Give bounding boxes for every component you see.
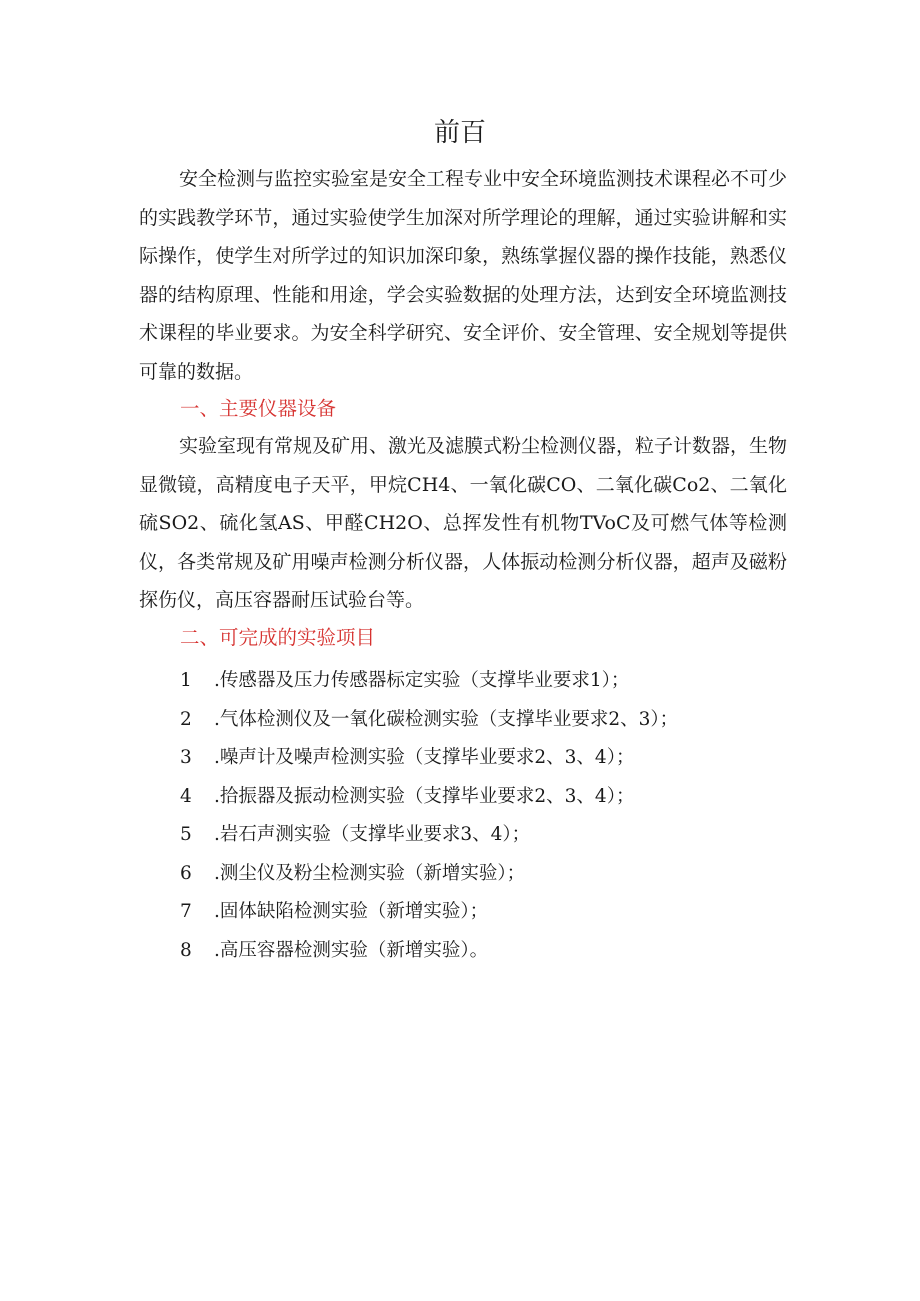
- list-item: [180, 662, 678, 701]
- item-number: 4: [180, 785, 192, 807]
- item-text: .高压容器检测实验（新增实验）。: [214, 939, 489, 961]
- item-text: .气体检测仪及一氧化碳检测实验（支撑毕业要求2、3）；: [214, 708, 679, 730]
- item-text: .岩石声测实验（支撑毕业要求3、4）；: [214, 824, 531, 845]
- section-heading-equipment: 一、主要仪器设备: [180, 397, 337, 420]
- item-text: .固体缺陷检测实验（新增实验）；: [214, 901, 489, 922]
- item-number: 8: [180, 939, 192, 961]
- list-item: [180, 855, 678, 894]
- list-item: [180, 893, 678, 932]
- list-item: [180, 778, 678, 817]
- item-text: .传感器及压力传感器标定实验（支撑毕业要求1）；: [214, 670, 630, 691]
- item-number: 5: [180, 824, 192, 845]
- item-number: 7: [180, 901, 192, 922]
- item-text: .噪声计及噪声检测实验（支撑毕业要求2、3、4）；: [214, 747, 635, 768]
- item-number: 3: [180, 747, 192, 768]
- item-text: .拾振器及振动检测实验（支撑毕业要求2、3、4）；: [214, 785, 635, 807]
- list-item: [180, 932, 678, 971]
- page-title: 前百: [433, 118, 486, 148]
- section-heading-experiments: 二、可完成的实验项目: [180, 626, 376, 649]
- list-item: [180, 816, 678, 855]
- intro-paragraph: 安全检测与监控实验室是安全工程专业中安全环境监测技术课程必不可少的实践教学环节，通过实验使学生加深对所学理论的理解，通过实验讲解和实际操作，使学生对所学过的知识加深印象，熟练掌握仪器的操作技能，熟悉仪器的结构原理、性能和用途，学会实验数据的处理方法，达到安全环境监测技术课程的毕业要求。为安全科学研究、安全评价、安全管理、安全规划等提供可靠的数据。: [139, 168, 788, 383]
- item-number: 1: [180, 670, 192, 691]
- experiment-list: [180, 662, 678, 970]
- item-text: .测尘仪及粉尘检测实验（新增实验）；: [214, 862, 526, 884]
- list-item: [180, 739, 678, 778]
- item-number: 2: [180, 708, 192, 730]
- equipment-paragraph: 实验室现有常规及矿用、激光及滤膜式粉尘检测仪器，粒子计数器，生物显微镜，高精度电子天平，甲烷CH4、一氧化碳CO、二氧化碳Co2、二氧化硫SO2、硫化氢AS、甲醛CH2O、总挥发性有机物TVoC及可燃气体等检测仪，各类常规及矿用噪声检测分析仪器，人体振动检测分析仪器，超声及磁粉探伤仪，高压容器耐压试验台等。: [139, 435, 788, 612]
- item-number: 6: [180, 862, 192, 884]
- list-item: [180, 701, 678, 740]
